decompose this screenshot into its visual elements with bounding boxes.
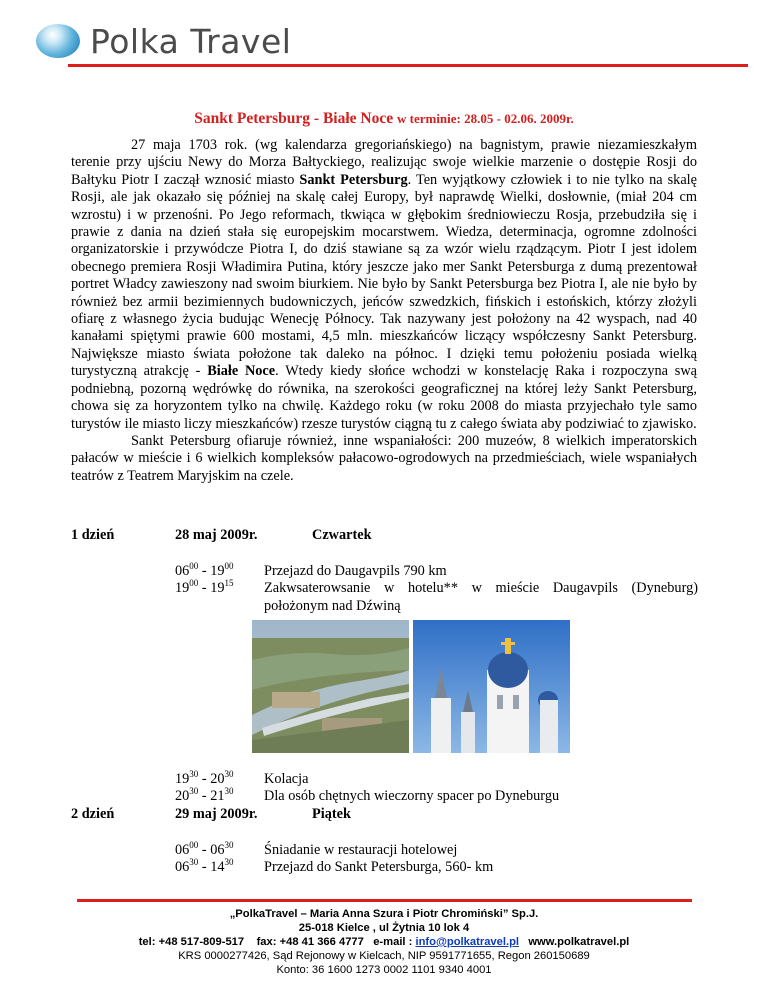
footer-email-link[interactable]: info@polkatravel.pl	[415, 936, 520, 948]
title-main: Sankt Petersburg - Białe Noce	[194, 110, 394, 127]
footer-contact	[0, 935, 768, 949]
footer-address: 25-018 Kielce , ul Żytnia 10 lok 4	[298, 922, 470, 934]
time-range: $06^{00} - 19^{00}$	[175, 561, 234, 579]
footer-email-label: e-mail :	[373, 936, 413, 948]
page-footer	[0, 907, 768, 977]
day-1-evening-times	[175, 771, 234, 806]
activity: Dla osób chętnych wieczorny spacer po Dyneburgu	[264, 788, 560, 805]
activity: Kolacja	[264, 771, 309, 787]
intro-p1-part-e: . Wtedy kiedy słońce wchodzi w konstelację Raka i rozpoczyna swą podniebną, pozorną wędrówkę do równika, na szerokości geograficznej na której leży Sankt Petersburg, chowa się za horyzontem tylko na chwilę. Każdego roku (w roku 2008 do miasta przyjechało tyle samo turystów ile miasto liczy mieszkańców) rzesze turystów ciągną tu z całego świata aby podziwiać to zjawisko.	[71, 363, 697, 432]
intro-p1-part-c: . Ten wyjątkowy człowiek i to nie tylko na skalę Rosji, ale jak okazało się później na skalę całej Europy, był naprawdę Wielki, dosłownie, (miał 204 cm wzrostu) i w przenośni. Po Jego reformach, tkwiąca w głębokim średniowieczu Rosja, przebudziła się i prawie z dania na dzień stała się europejskim mocarstwem. Wiedza, determinacja, ogromne zdolności organizatorskie i przywódcze Piotra I, do dziś stawiane są za wzór wielu rządzącym. Piotr I jest idolem obecnego premiera Rosji Władimira Putina, który jeszcze jako mer Sankt Petersburga z dumą prezentował portret Władcy zawieszony nad swoim biurkiem. Nie było by Sankt Petersburga bez Piotra I, ale nie było by również bez armii bezimiennych budowniczych, jeńców szwedzkich, fińskich i estońskich, którzy złożyli ofiarę z własnego życia budując Wenecję Północy. Tak nazywany jest położony na 42 wyspach, nad 40 kanałami spiętymi prawie 600 mostami, 4,5 mln. mieszkańców liczący współczesny Sankt Petersburg. Największe miasto świata położone tak daleko na północ. I dzięki temu położeniu posiada wielką turystyczną atrakcję -	[71, 171, 697, 380]
time-range: $19^{30} - 20^{30}$	[175, 769, 234, 787]
intro-paragraph-2: Sankt Petersburg ofiaruje również, inne wspaniałości: 200 muzeów, 8 wielkich imperatorskich pałaców w mieście i 6 wielkich kompleksów pałacowo-ogrodowych na przedmieściach, wiele wspaniałych teatrów z Teatrem Maryjskim na czele.	[71, 432, 697, 484]
header-divider	[68, 64, 748, 67]
time-range: $19^{00} - 19^{15}$	[175, 578, 234, 597]
footer-company: „PolkaTravel – Maria Anna Szura i Piotr Chromiński” Sp.J.	[229, 908, 539, 920]
time-range: $06^{30} - 14^{30}$	[175, 857, 234, 876]
logo-text: Polka Travel	[90, 22, 292, 61]
footer-fax: fax: +48 41 366 4777	[256, 936, 364, 948]
day-2-label: 2 dzień	[71, 806, 115, 822]
footer-krs: KRS 0000277426, Sąd Rejonowy w Kielcach, NIP 9591771655, Regon 260150689	[178, 950, 590, 962]
day-2-times	[175, 842, 234, 877]
time-range: $20^{30} - 21^{30}$	[175, 786, 234, 805]
activity: Przejazd do Daugavpils 790 km	[264, 563, 447, 579]
footer-konto: Konto: 36 1600 1273 0002 1101 9340 4001	[276, 964, 492, 976]
intro-text	[71, 137, 697, 485]
aerial-river-photo	[252, 620, 409, 753]
day-2-weekday: Piątek	[312, 806, 351, 822]
activity: Zakwsaterowsanie w hotelu** w mieście Daugavpils (Dyneburg) położonym nad Dźwiną	[264, 580, 698, 614]
intro-paragraph-1	[71, 137, 697, 433]
intro-p1-bold-city: Sankt Petersburg	[299, 171, 408, 188]
intro-p1-bold-white-nights: Białe Noce	[207, 363, 276, 380]
day-1-weekday: Czwartek	[312, 527, 372, 543]
page-header	[0, 0, 768, 70]
activity: Przejazd do Sankt Petersburga, 560- km	[264, 859, 494, 876]
time-range: $06^{00} - 06^{30}$	[175, 840, 234, 858]
footer-divider	[77, 899, 692, 902]
day-2-date: 29 maj 2009r.	[175, 806, 258, 822]
footer-tel: tel: +48 517-809-517	[138, 936, 245, 948]
intro-p1-part-a: 27 maja 1703 rok. (wg kalendarza gregoriańskiego) na bagnistym, prawie niezamieszkałym terenie przy ujściu Newy do Morza Bałtyckiego, realizując swoje wielkie marzenie o dostępie Rosji do Bałtyku Piotr I zaczął wznosić miasto	[71, 137, 697, 188]
logo-ball-icon	[36, 24, 80, 58]
footer-www: www.polkatravel.pl	[528, 936, 630, 948]
title-term: w terminie: 28.05 - 02.06. 2009r.	[396, 111, 574, 126]
day-2-activities	[264, 842, 698, 877]
day-1-activities	[264, 563, 698, 615]
day-1-times	[175, 563, 234, 598]
page-title	[0, 110, 768, 128]
day-1-evening-activities	[264, 771, 698, 806]
day-1-label: 1 dzień	[71, 527, 115, 543]
day-1-date: 28 maj 2009r.	[175, 527, 258, 543]
activity: Śniadanie w restauracji hotelowej	[264, 842, 458, 858]
church-photo	[413, 620, 570, 753]
